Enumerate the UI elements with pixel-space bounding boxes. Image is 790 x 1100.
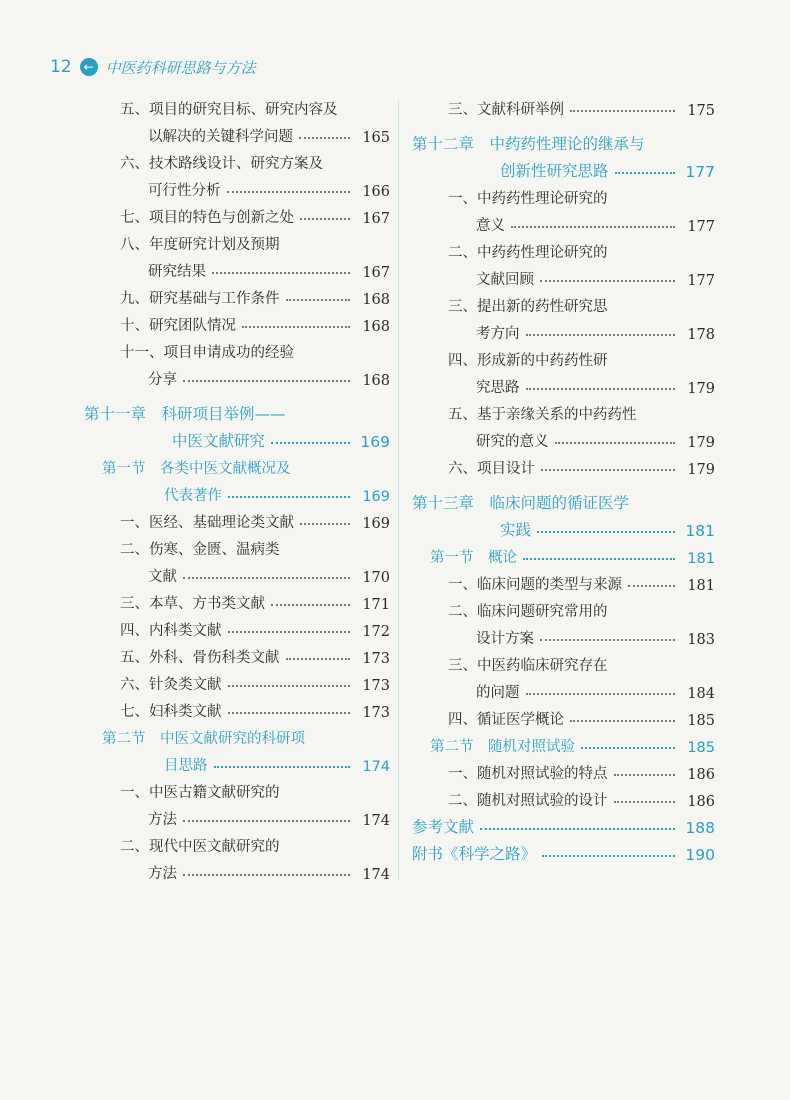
toc-entry-title: 一、中药药性理论研究的 [448, 191, 608, 207]
toc-item[interactable] [412, 424, 715, 451]
toc-entry-title: 六、技术路线设计、研究方案及 [120, 156, 323, 172]
dot-leader [212, 272, 350, 274]
toc-page-number: 185 [687, 740, 715, 756]
toc-page-number: 166 [362, 184, 390, 200]
toc-item[interactable] [84, 505, 390, 532]
toc-entry-title: 八、年度研究计划及预期 [120, 237, 280, 253]
toc-item[interactable] [84, 829, 390, 856]
toc-entry-title: 九、研究基础与工作条件 [120, 291, 280, 307]
toc-entry-title: 考方向 [476, 326, 520, 342]
dot-leader [540, 639, 675, 641]
toc-entry-title: 意义 [476, 218, 505, 234]
toc-item[interactable] [412, 235, 715, 262]
toc-entry-title: 第一节 各类中医文献概况及 [102, 461, 291, 477]
toc-item[interactable] [84, 586, 390, 613]
dot-leader [570, 110, 675, 112]
toc-item[interactable] [84, 856, 390, 883]
column-divider [398, 100, 399, 880]
toc-entry-title: 代表著作 [164, 488, 222, 504]
toc-section[interactable] [84, 721, 390, 748]
toc-entry-title: 目思路 [164, 758, 208, 774]
dot-leader [214, 766, 351, 768]
dot-leader [271, 604, 350, 606]
back-arrow-icon: ← [80, 58, 98, 76]
toc-section[interactable] [84, 451, 390, 478]
toc-entry-title: 十一、项目申请成功的经验 [120, 345, 294, 361]
toc-entry-title: 设计方案 [476, 631, 534, 647]
toc-page-number: 181 [687, 551, 715, 567]
toc-page-number: 181 [685, 522, 715, 540]
toc-item[interactable] [84, 667, 390, 694]
dot-leader [228, 631, 351, 633]
dot-leader [228, 496, 350, 498]
toc-page-number: 177 [687, 219, 715, 235]
dot-leader [228, 712, 351, 714]
toc-item[interactable] [84, 308, 390, 335]
toc-entry-title: 参考文献 [412, 818, 475, 836]
dot-leader [286, 658, 351, 660]
toc-page-number: 170 [362, 570, 390, 586]
toc-entry-title: 实践 [500, 521, 532, 539]
toc-entry-title: 的问题 [476, 685, 520, 701]
toc-entry-title: 第二节 中医文献研究的科研项 [102, 731, 305, 747]
toc-chapter[interactable] [84, 424, 390, 451]
toc-item[interactable] [412, 756, 715, 783]
toc-page-number: 186 [687, 794, 715, 810]
dot-leader [299, 137, 350, 139]
toc-item[interactable] [84, 146, 390, 173]
toc-page-number: 173 [362, 651, 390, 667]
dot-leader [614, 774, 676, 776]
toc-page-number: 174 [362, 759, 390, 775]
toc-entry-title: 以解决的关键科学问题 [148, 129, 293, 145]
toc-section[interactable] [84, 478, 390, 505]
toc-chapter[interactable] [412, 154, 715, 181]
dot-leader [615, 172, 675, 174]
toc-entry-title: 二、中药药性理论研究的 [448, 245, 608, 261]
toc-item[interactable] [412, 783, 715, 810]
toc-page-number: 174 [362, 813, 390, 829]
toc-page-number: 169 [360, 433, 390, 451]
book-title: 中医药科研思路与方法 [105, 58, 256, 77]
toc-page-number: 174 [362, 867, 390, 883]
toc-item[interactable] [412, 262, 715, 289]
toc-entry-title: 七、项目的特色与创新之处 [120, 210, 294, 226]
toc-entry-title: 三、提出新的药性研究思 [448, 299, 608, 315]
toc-item[interactable] [84, 92, 390, 119]
toc-item[interactable] [412, 451, 715, 478]
toc-item[interactable] [412, 316, 715, 343]
toc-entry-title: 分享 [148, 372, 177, 388]
toc-page-number: 177 [685, 163, 715, 181]
toc-chapter[interactable] [412, 810, 715, 837]
toc-item[interactable] [412, 567, 715, 594]
dot-leader [511, 226, 675, 228]
dot-leader [555, 442, 676, 444]
toc-item[interactable] [84, 200, 390, 227]
toc-spacer [412, 478, 715, 486]
toc-entry-title: 一、中医古籍文献研究的 [120, 785, 280, 801]
toc-page-number: 167 [362, 211, 390, 227]
toc-page-number: 169 [362, 489, 390, 505]
toc-entry-title: 三、文献科研举例 [448, 102, 564, 118]
toc-entry-title: 二、现代中医文献研究的 [120, 839, 280, 855]
toc-spacer [84, 389, 390, 397]
toc-item[interactable] [84, 532, 390, 559]
toc-entry-title: 四、内科类文献 [120, 623, 222, 639]
toc-entry-title: 一、临床问题的类型与来源 [448, 577, 622, 593]
toc-entry-title: 二、随机对照试验的设计 [448, 793, 608, 809]
dot-leader [526, 334, 676, 336]
toc-entry-title: 第二节 随机对照试验 [430, 739, 575, 755]
dot-leader [526, 693, 676, 695]
toc-column-left [84, 92, 390, 883]
toc-item[interactable] [84, 362, 390, 389]
toc-chapter[interactable] [84, 397, 390, 424]
toc-chapter[interactable] [412, 127, 715, 154]
toc-entry-title: 四、循证医学概论 [448, 712, 564, 728]
toc-entry-title: 创新性研究思路 [500, 162, 609, 180]
dot-leader [271, 442, 350, 444]
toc-entry-title: 文献回顾 [476, 272, 534, 288]
toc-entry-title: 第十二章 中药药性理论的继承与 [412, 135, 645, 153]
toc-item[interactable] [84, 173, 390, 200]
dot-leader [537, 531, 675, 533]
toc-entry-title: 第十一章 科研项目举例—— [84, 405, 286, 423]
dot-leader [183, 577, 350, 579]
dot-leader [526, 388, 676, 390]
dot-leader [570, 720, 675, 722]
toc-item[interactable] [412, 343, 715, 370]
toc-page-number: 168 [362, 292, 390, 308]
toc-entry-title: 三、中医药临床研究存在 [448, 658, 608, 674]
toc-page-number: 171 [362, 597, 390, 613]
toc-section[interactable] [84, 748, 390, 775]
toc-entry-title: 中医文献研究 [172, 432, 266, 450]
toc-section[interactable] [412, 540, 715, 567]
toc-entry-title: 三、本草、方书类文献 [120, 596, 265, 612]
dot-leader [523, 558, 675, 560]
toc-page-number: 173 [362, 678, 390, 694]
toc-entry-title: 附书《科学之路》 [412, 845, 537, 863]
dot-leader [480, 828, 675, 830]
dot-leader [286, 299, 351, 301]
dot-leader [540, 280, 675, 282]
toc-page-number: 173 [362, 705, 390, 721]
dot-leader [183, 380, 350, 382]
dot-leader [300, 218, 350, 220]
toc-item[interactable] [412, 397, 715, 424]
toc-entry-title: 六、项目设计 [448, 461, 535, 477]
toc-chapter[interactable] [412, 837, 715, 864]
toc-page-number: 186 [687, 767, 715, 783]
toc-entry-title: 七、妇科类文献 [120, 704, 222, 720]
toc-page-number: 188 [685, 819, 715, 837]
toc-entry-title: 研究结果 [148, 264, 206, 280]
toc-item[interactable] [84, 802, 390, 829]
toc-entry-title: 一、医经、基础理论类文献 [120, 515, 294, 531]
toc-page-number: 181 [687, 578, 715, 594]
dot-leader [300, 523, 350, 525]
toc-page-number: 190 [685, 846, 715, 864]
toc-item[interactable] [84, 613, 390, 640]
toc-item[interactable] [84, 281, 390, 308]
toc-page-number: 165 [362, 130, 390, 146]
toc-page-number: 168 [362, 373, 390, 389]
toc-entry-title: 第十三章 临床问题的循证医学 [412, 494, 630, 512]
page-number: 12 [50, 57, 72, 77]
toc-entry-title: 文献 [148, 569, 177, 585]
toc-item[interactable] [84, 775, 390, 802]
toc-item[interactable] [84, 559, 390, 586]
toc-item[interactable] [412, 181, 715, 208]
toc-page-number: 177 [687, 273, 715, 289]
toc-item[interactable] [412, 648, 715, 675]
toc-entry-title: 五、外科、骨伤科类文献 [120, 650, 280, 666]
toc-page-number: 183 [687, 632, 715, 648]
dot-leader [228, 685, 351, 687]
toc-page-number: 167 [362, 265, 390, 281]
toc-page-number: 178 [687, 327, 715, 343]
toc-item[interactable] [412, 289, 715, 316]
toc-entry-title: 研究的意义 [476, 434, 549, 450]
toc-page-number: 179 [687, 462, 715, 478]
toc-item[interactable] [412, 92, 715, 119]
toc-entry-title: 五、基于亲缘关系的中药药性 [448, 407, 637, 423]
toc-entry-title: 一、随机对照试验的特点 [448, 766, 608, 782]
toc-item[interactable] [412, 370, 715, 397]
toc-chapter[interactable] [412, 486, 715, 513]
toc-item[interactable] [412, 702, 715, 729]
dot-leader [542, 855, 675, 857]
toc-entry-title: 四、形成新的中药药性研 [448, 353, 608, 369]
toc-entry-title: 二、临床问题研究常用的 [448, 604, 608, 620]
toc-page-number: 169 [362, 516, 390, 532]
toc-page-number: 179 [687, 381, 715, 397]
toc-section[interactable] [412, 729, 715, 756]
dot-leader [581, 747, 675, 749]
toc-entry-title: 二、伤寒、金匮、温病类 [120, 542, 280, 558]
dot-leader [541, 469, 675, 471]
toc-item[interactable] [84, 119, 390, 146]
toc-entry-title: 十、研究团队情况 [120, 318, 236, 334]
toc-entry-title: 可行性分析 [148, 183, 221, 199]
toc-page-number: 185 [687, 713, 715, 729]
dot-leader [628, 585, 675, 587]
toc-page-number: 175 [687, 103, 715, 119]
toc-entry-title: 第一节 概论 [430, 550, 517, 566]
toc-page-number: 179 [687, 435, 715, 451]
toc-item[interactable] [84, 254, 390, 281]
toc-entry-title: 五、项目的研究目标、研究内容及 [120, 102, 338, 118]
toc-entry-title: 方法 [148, 866, 177, 882]
dot-leader [242, 326, 350, 328]
toc-column-right [412, 92, 715, 864]
toc-item[interactable] [412, 675, 715, 702]
dot-leader [614, 801, 676, 803]
toc-chapter[interactable] [412, 513, 715, 540]
toc-page-number: 172 [362, 624, 390, 640]
toc-item[interactable] [84, 335, 390, 362]
toc-entry-title: 究思路 [476, 380, 520, 396]
toc-page-number: 168 [362, 319, 390, 335]
toc-page-number: 184 [687, 686, 715, 702]
dot-leader [183, 820, 350, 822]
toc-entry-title: 方法 [148, 812, 177, 828]
page-header [50, 56, 256, 78]
dot-leader [227, 191, 351, 193]
toc-item[interactable] [84, 694, 390, 721]
toc-item[interactable] [84, 227, 390, 254]
toc-item[interactable] [84, 640, 390, 667]
toc-item[interactable] [412, 208, 715, 235]
toc-item[interactable] [412, 621, 715, 648]
toc-item[interactable] [412, 594, 715, 621]
toc-entry-title: 六、针灸类文献 [120, 677, 222, 693]
toc-spacer [412, 119, 715, 127]
dot-leader [183, 874, 350, 876]
